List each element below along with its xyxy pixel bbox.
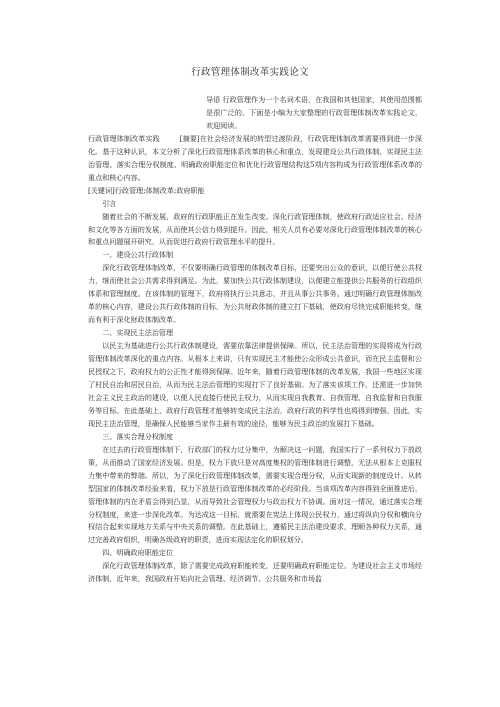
abstract-intro-text: 导语 行政管理作为一个名词术语，在我国和其他国家，其使用范围都是很广泛的。下面是小编为大家整理的行政管理体制改革实践论文，欢迎阅读。: [206, 95, 422, 130]
section-paragraph-3: 在过去的行政管理体制下，行政部门的权力过分集中，为解决这一问题，我国实行了一系列权力下放政策，从而推动了国家经济发展。但是，权力下放只是对高度集权的管理体制进行调整，无法从根本上克服权力集中带来的弊端。所以，为了深化行政管理体制改革，需要实现合理分权，从而实现新的制度设计。从转型国家的体制改革经验来看，权力下放是行政管理体制改革的必经阶段。当该项改革内容得到全面推进后，管理体制的内在矛盾会得到凸显，从而导致社会管理权力与政治权力不协调。面对这一情况，通过落实合理分权制度，来进一步深化改革。为达成这一目标，就需要在宪法上体现公民权力，通过将纵向分权和横向分权结合起来实现地方关系与中央关系的调整。在此基础上，遵循民主法治建设要求，理顺各种权力关系，通过完善政府组织，明确各级政府的职责，进而实现法定化的职权划分。: [88, 444, 422, 545]
abstract-paragraph: [88, 133, 422, 185]
section-paragraph-4: 深化行政管理体制改革，除了需要完成政府职能转变，还要明确政府职能定位。为建设社会主义市场经济体制，近年来，我国政府开始向社会管理、经济调节、公共服务和市场监: [88, 561, 422, 584]
document-body: [88, 94, 422, 586]
keywords: [关键词]行政管理;体制改革;政府职能: [88, 185, 205, 195]
document-title: 行政管理体制改革实践论文: [191, 67, 309, 78]
section-heading-3: 三、落实合理分权制度: [102, 431, 174, 441]
section-heading-1: 一、建设公共行政体制: [102, 250, 174, 260]
section-heading-4: 四、明确政府职能定位: [102, 548, 174, 558]
abstract-subtitle: 行政管理体制改革实践: [88, 133, 160, 143]
section-paragraph-2: 以民主为基础进行公共行政体制建设，需要依靠法律提供保障。所以，民主法治管理的实现将成为行政管理体制改革深化的重点内容。从根本上来讲，只有实现民主才能使公众形成公共意识，而在民主监督和公民授权之下，政府权力的公正性才能得到保障。近年来，随着行政管理体制的改革发展，我国一些地区实现了村民自治和居民自治，从而为民主法治管理的实现打下了良好基础。为了落实该项工作，还需进一步加快社会主义民主政治的建设，以便人民直接行使民主权力，从而实现自我教育、自我管理、自我监督和自我服务等目标。在此基础上，政府行政管理才能够转变成民主法治，政府行政的科学性也将得到增强。因此，实现民主法治管理，是确保人民能够当家作主最有效的途径，能够为民主政治的发展打下基础。: [88, 341, 422, 428]
intro-heading: 引言: [102, 198, 117, 208]
abstract-text: [摘要]在社会经济发展的转型过渡阶段，行政管理体制改革需要得到进一步深化。基于这种认识，本文分析了深化行政管理体系改革的核心和重点，发现建设公共行政体制、实现民主法治管理、落实合理分权制度、明确政府职能定位和优化行政管理结构这5项内容构成为行政管理体系改革的重点和核心内容。: [88, 133, 422, 182]
abstract-intro: [88, 94, 422, 133]
intro-paragraph: 随着社会的不断发展，政府的行政职能正在发生改变。深化行政管理体制，使政府行政适应社会、经济和文化等各方面的发展，从而使其公信力得到提升。因此，相关人员有必要对深化行政管理体制改革的核心和重点问题展开研究，从而促进行政府行政管理水平的提升。: [88, 211, 422, 247]
section-paragraph-1: 深化行政管理体制改革，不仅要明确行政管理的体制改革目标，还要突出公众的意识，以便行使公共权力，继而使社会公共需求得到满足。为此，要加快公共行政体制建设，以便建立能提供公共服务的行政组织体系和管理制度。在该体制的管理下，政府将执行公共意志，并且从事公共事务。通过明确行政管理体制改革的核心内容，建设公共行政体制的目标，为公共财政体制的建立打下基础，使政府尽快完成职能转变，继而有利于深化财政体制改革。: [88, 263, 422, 325]
section-heading-2: 二、实现民主法治管理: [102, 328, 174, 338]
